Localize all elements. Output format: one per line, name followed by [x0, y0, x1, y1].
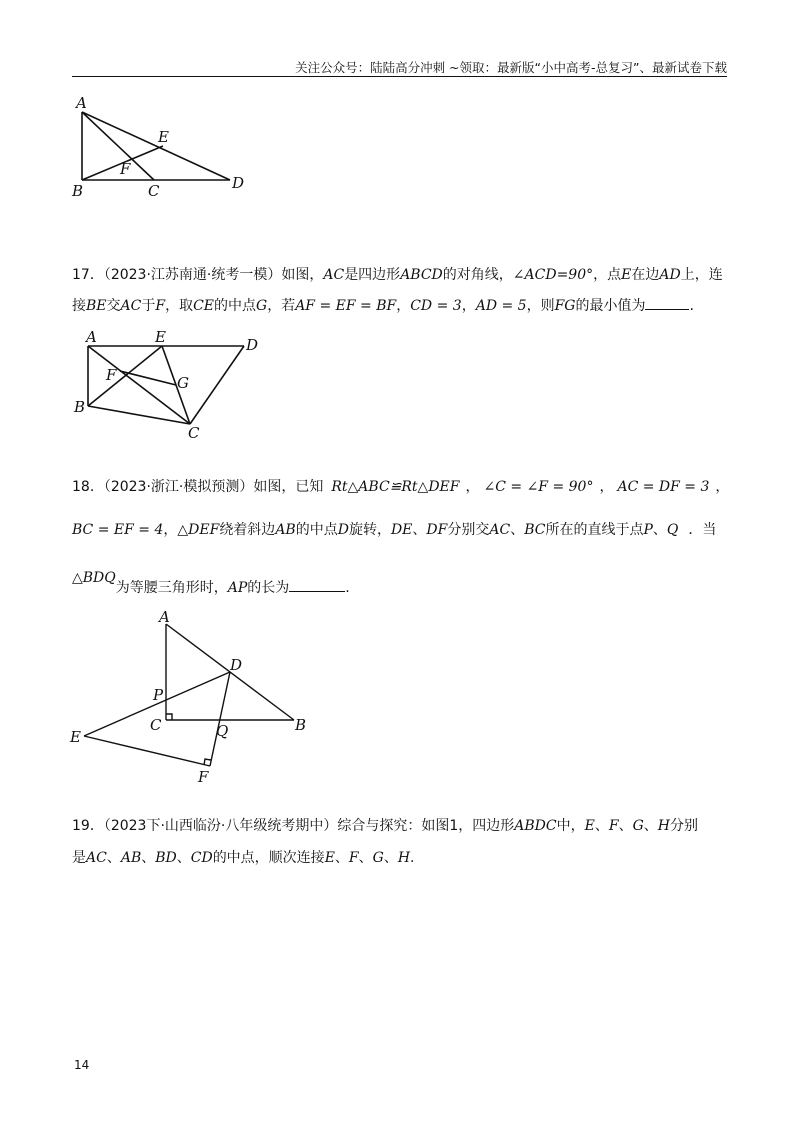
q18-math: △BDQ — [72, 570, 116, 586]
q19-text: 中， — [556, 818, 585, 834]
q17-source: （2023·江苏南通·统考一模） — [103, 267, 282, 283]
q17-math: AC — [323, 267, 345, 283]
label-A: A — [86, 328, 97, 346]
q18-math: DE — [390, 522, 413, 538]
q17-math: BE — [86, 298, 107, 314]
seg-fg — [120, 371, 176, 385]
label-D: D — [246, 336, 259, 354]
figure-q17 — [66, 326, 276, 440]
header-rule — [72, 76, 727, 77]
q18-text: 分别交 — [447, 522, 490, 538]
figure-q18 — [64, 608, 314, 788]
q19-text: 综合与探究：如图1，四边形 — [337, 818, 515, 834]
q17-text: ，取 — [165, 298, 194, 314]
label-P: P — [153, 686, 164, 704]
q19-math: E — [324, 850, 335, 866]
question-18-line-3 — [72, 566, 732, 596]
seg-ac — [82, 112, 154, 180]
q17-math: CE — [193, 298, 214, 314]
q17-math: G — [256, 298, 268, 314]
q18-math: AP — [227, 580, 248, 596]
question-19-line-2 — [72, 846, 732, 870]
page-number: 14 — [74, 1058, 90, 1072]
q18-text: ， — [163, 522, 178, 538]
q18-text: 如图，已知 — [253, 479, 324, 495]
q19-math: E — [584, 818, 595, 834]
q19-math: CD — [190, 850, 213, 866]
q17-math: AD = 5 — [475, 298, 527, 314]
q19-text: 、 — [176, 850, 191, 866]
q19-text: 、 — [594, 818, 609, 834]
q18-math: Q — [666, 522, 679, 538]
label-D: D — [230, 656, 243, 674]
q17-text: 的中点 — [214, 298, 256, 314]
q19-text: . — [410, 850, 415, 866]
q18-math: AC = DF = 3 — [617, 479, 710, 495]
q18-math: BC = EF = 4 — [72, 522, 164, 538]
label-D: D — [232, 174, 245, 192]
label-F: F — [120, 160, 131, 178]
q17-text: 的对角线， — [442, 267, 513, 283]
q17-text: 的最小值为 — [575, 298, 646, 314]
q19-math: H — [657, 818, 670, 834]
q19-math: H — [397, 850, 411, 866]
q19-math: AB — [120, 850, 142, 866]
q19-math: ABDC — [514, 818, 557, 834]
question-17-line-2 — [72, 294, 732, 318]
q19-text: 、 — [383, 850, 398, 866]
q18-text: ， — [715, 479, 730, 495]
q18-text: 的中点 — [295, 522, 338, 538]
q19-text: 、 — [643, 818, 658, 834]
question-17 — [72, 263, 732, 287]
q17-math: AD — [659, 267, 681, 283]
q18-math: △DEF — [177, 522, 220, 538]
q19-text: 、 — [141, 850, 156, 866]
q18-number: 18． — [72, 479, 104, 495]
q17-number: 17． — [72, 267, 104, 283]
q19-text: 、 — [618, 818, 633, 834]
label-E: E — [155, 328, 166, 346]
q18-math: D — [337, 522, 349, 538]
q19-text: 、 — [106, 850, 121, 866]
answer-blank-q17[interactable] — [645, 295, 689, 310]
q17-text: 于 — [141, 298, 156, 314]
q19-math: BD — [155, 850, 177, 866]
q18-text: 所在的直线于点 — [545, 522, 644, 538]
label-F: F — [198, 768, 209, 786]
q18-source: （2023·浙江·模拟预测） — [103, 479, 254, 495]
q18-text: 、 — [412, 522, 427, 538]
q17-text: ，若 — [267, 298, 296, 314]
label-A: A — [159, 608, 170, 626]
q17-text: 交 — [106, 298, 121, 314]
question-18-line-2 — [72, 518, 732, 542]
label-E: E — [70, 728, 81, 746]
q18-math: AC — [489, 522, 511, 538]
q19-text: 分别 — [669, 818, 698, 834]
q17-text: ， — [396, 298, 411, 314]
q19-math: F — [608, 818, 619, 834]
q17-math: AC — [120, 298, 142, 314]
figure-q16 — [66, 92, 266, 202]
q17-math: FG — [554, 298, 576, 314]
q17-text: 在边 — [631, 267, 660, 283]
q18-text: ， — [599, 479, 614, 495]
q18-text: ．当 — [688, 522, 717, 538]
q19-text: 、 — [358, 850, 373, 866]
q17-math: AF = EF = BF — [295, 298, 397, 314]
q18-text: 、 — [652, 522, 667, 538]
q19-math: G — [632, 818, 644, 834]
q18-math: ∠C = ∠F = 90° — [483, 479, 594, 495]
q17-math: ∠ACD=90° — [512, 267, 594, 283]
q17-text: ，则 — [526, 298, 555, 314]
q18-math: P — [643, 522, 653, 538]
q18-text: ， — [465, 479, 480, 495]
q18-text: 、 — [510, 522, 525, 538]
label-B: B — [74, 398, 86, 416]
label-E: E — [158, 128, 169, 146]
q18-math: BC — [524, 522, 546, 538]
q17-text: 接 — [72, 298, 86, 314]
q17-text: ，点 — [593, 267, 622, 283]
label-B: B — [295, 716, 307, 734]
seg-cd — [190, 346, 244, 424]
q17-text: ， — [461, 298, 476, 314]
seg-bc — [88, 406, 190, 424]
q18-text: 旋转， — [348, 522, 391, 538]
q18-text: 绕着斜边 — [219, 522, 276, 538]
q18-math: AB — [275, 522, 296, 538]
q19-text: 的中点，顺次连接 — [212, 850, 325, 866]
q18-math: DF — [426, 522, 448, 538]
question-18 — [72, 475, 732, 499]
label-A: A — [76, 94, 87, 112]
page-header: 关注公众号：陆陆高分冲刺 ~领取：最新版“小中高考-总复习”、最新试卷下载 — [295, 60, 727, 75]
q19-source: （2023下·山西临汾·八年级统考期中） — [103, 818, 338, 834]
answer-blank-q18[interactable] — [289, 577, 345, 592]
q18-text: 为等腰三角形时， — [115, 580, 228, 596]
label-F: F — [106, 366, 117, 384]
seg-df — [210, 672, 230, 766]
q17-text: 如图， — [281, 267, 324, 283]
q19-math: AC — [86, 850, 107, 866]
seg-ef — [84, 736, 210, 766]
q19-math: G — [372, 850, 384, 866]
q17-math: ABCD — [400, 267, 443, 283]
q17-math: E — [621, 267, 632, 283]
q18-text: . — [345, 580, 350, 596]
q18-text: 的长为 — [247, 580, 290, 596]
q17-math: CD = 3 — [410, 298, 462, 314]
label-C: C — [148, 182, 160, 200]
q19-text: 是 — [72, 850, 86, 866]
q17-text: 是四边形 — [344, 267, 401, 283]
q19-number: 19． — [72, 818, 104, 834]
label-C: C — [188, 424, 200, 440]
seg-ad — [82, 112, 230, 180]
right-angle-mark-c — [166, 714, 172, 720]
q18-math: Rt△ABC≌Rt△DEF — [331, 479, 460, 495]
q19-math: F — [348, 850, 359, 866]
q19-text: 、 — [334, 850, 349, 866]
label-C: C — [150, 716, 162, 734]
q17-math: F — [155, 298, 166, 314]
q17-text: . — [689, 298, 694, 314]
question-19 — [72, 814, 732, 838]
label-G: G — [177, 374, 189, 392]
label-Q: Q — [216, 722, 229, 740]
label-B: B — [72, 182, 84, 200]
q17-text: 上，连 — [680, 267, 723, 283]
